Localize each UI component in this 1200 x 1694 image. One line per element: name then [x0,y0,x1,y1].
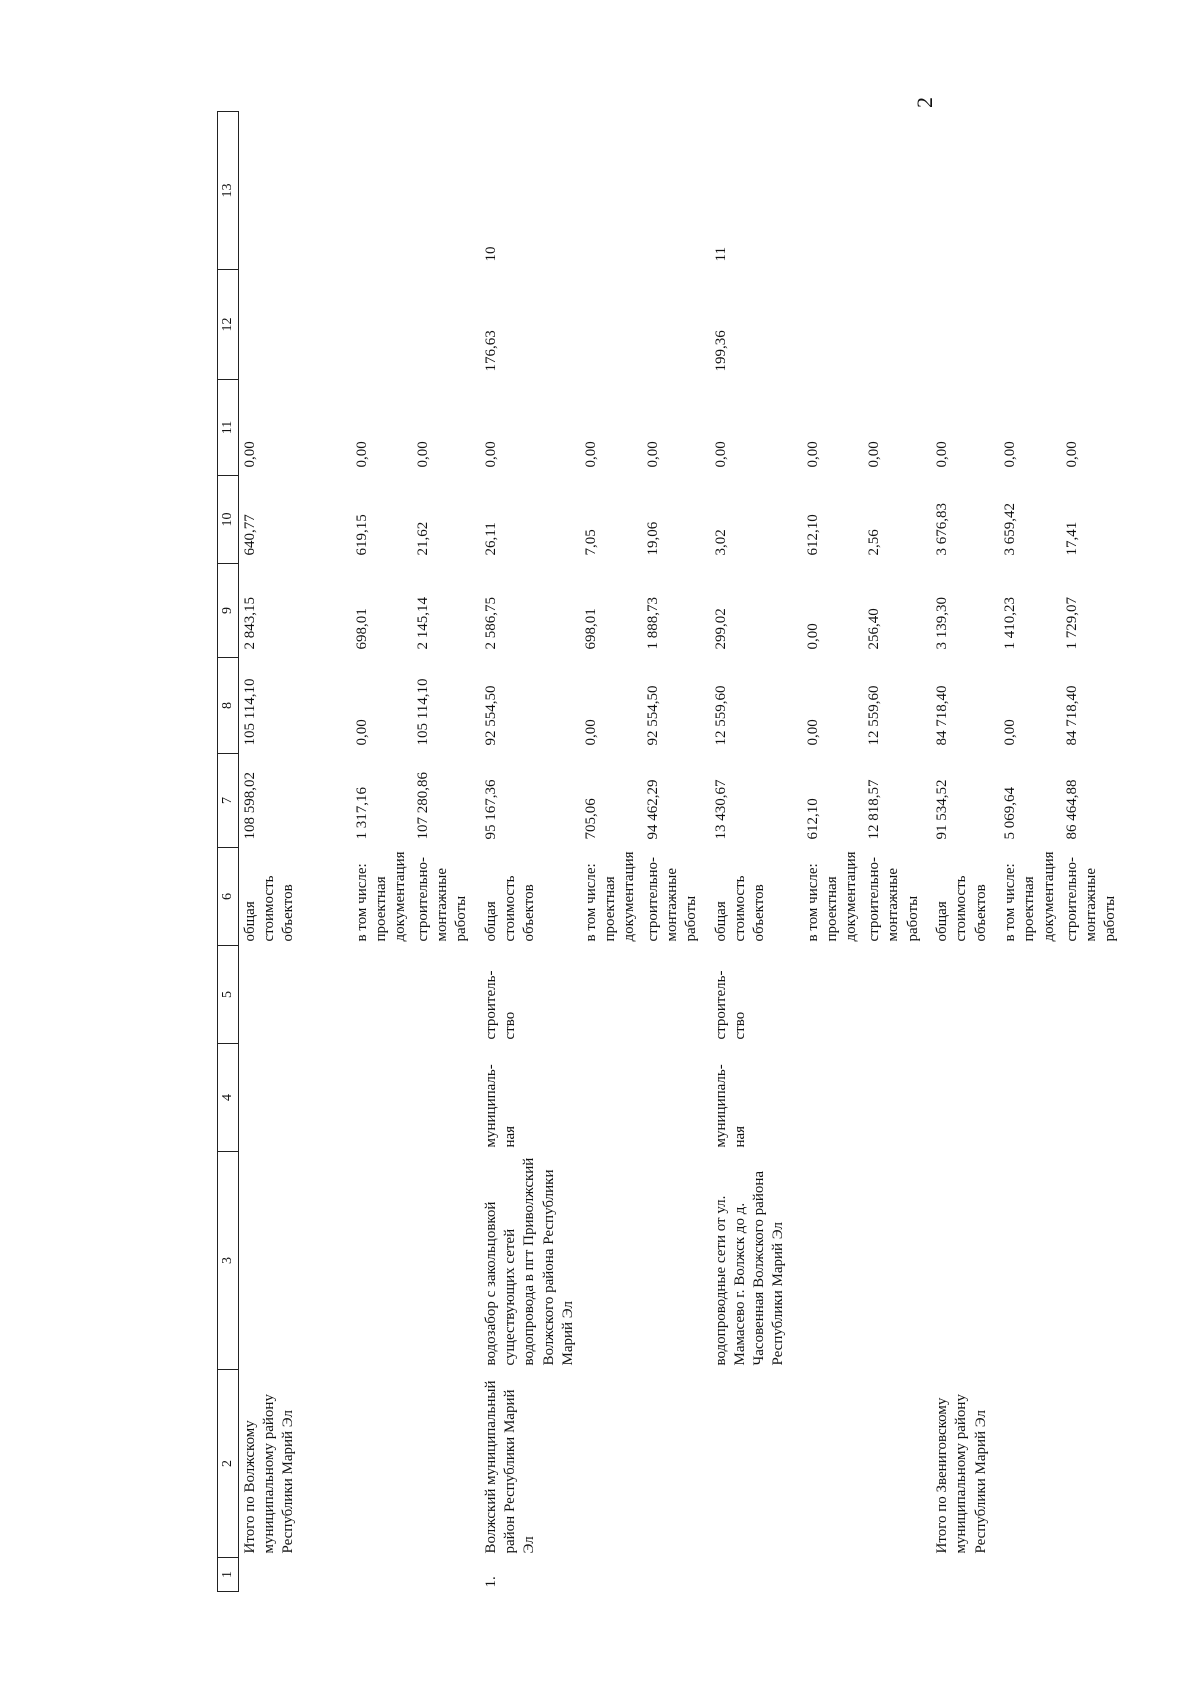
value-cell [863,270,931,380]
ownership-cell [1061,1044,1129,1152]
work-type-cell [239,946,351,1044]
cost-item-cell: в том числе: проектная документация [1002,851,1057,942]
value-cell: 2 586,75 [483,597,500,650]
row-number [802,1558,864,1592]
table-row [351,112,413,1592]
value-cell [1061,112,1129,270]
ownership-cell [351,1044,413,1152]
column-number-header: 3 [218,1152,239,1370]
value-cell: 0,00 [712,441,729,468]
value-cell: 612,10 [804,798,821,840]
ownership-cell: муниципаль-ная [483,1064,519,1148]
value-cell [999,270,1061,380]
table-row [239,112,351,1592]
ownership-cell [412,1044,480,1152]
ownership-cell [580,1044,642,1152]
table-row [580,112,642,1592]
value-cell [412,270,480,380]
value-cell [351,112,413,270]
row-number [863,1558,931,1592]
value-cell: 84 718,40 [934,685,951,746]
value-cell: 0,00 [483,441,500,468]
cost-item-cell: общая стоимость объектов [934,875,989,942]
value-cell: 256,40 [866,608,883,650]
cost-item-cell: строительно-монтажные работы [866,857,921,942]
value-cell: 299,02 [712,608,729,650]
value-cell: 13 430,67 [712,779,729,840]
value-cell: 0,00 [583,719,599,746]
page-number: 2 [912,97,937,108]
municipality-cell [642,1370,710,1558]
column-number-header: 12 [218,270,239,380]
ownership-cell [642,1044,710,1152]
value-cell: 2 843,15 [242,597,258,650]
object-name-cell [580,1152,642,1370]
row-number [999,1558,1061,1592]
rotated-page-content [217,112,1119,1592]
work-type-cell: строитель-ство [712,970,748,1040]
municipality-cell [1061,1370,1129,1558]
value-cell: 11 [712,247,729,262]
value-cell: 95 167,36 [483,779,500,840]
value-cell: 176,63 [483,330,500,372]
work-type-cell [863,946,931,1044]
value-cell: 5 069,64 [1002,787,1019,840]
column-number-header: 11 [218,380,239,476]
municipality-cell [710,1370,802,1558]
cost-item-cell: в том числе: проектная документация [353,851,408,942]
value-cell: 107 280,86 [415,772,432,840]
municipality-cell [580,1370,642,1558]
municipality-cell [412,1370,480,1558]
value-cell: 0,00 [804,623,821,650]
value-cell: 199,36 [712,330,729,372]
ownership-cell [802,1044,864,1152]
value-cell [642,112,710,270]
cost-item-cell: в том числе: проектная документация [583,851,638,942]
value-cell: 19,06 [644,521,661,556]
cost-item-cell: в том числе: проектная документация [804,851,859,942]
value-cell [412,112,480,270]
cost-item-cell: строительно-монтажные работы [415,857,470,942]
work-type-cell [351,946,413,1044]
value-cell: 3 139,30 [934,597,951,650]
municipality-cell [999,1370,1061,1558]
value-cell: 612,10 [804,514,821,556]
municipality-cell: Итого по Волжскому муниципальному району Республики Марий Эл [242,1394,297,1554]
table-row [480,112,580,1592]
row-number [412,1558,480,1592]
work-type-cell [931,946,999,1044]
work-type-cell: строитель-ство [483,970,519,1040]
cost-item-cell: общая стоимость объектов [483,875,538,942]
value-cell: 2 145,14 [415,597,432,650]
municipality-cell: Итого по Звениговскому муниципальному району Республики Марий Эл [934,1394,989,1554]
cost-item-cell: общая стоимость объектов [712,875,767,942]
value-cell: 21,62 [415,521,432,556]
work-type-cell [580,946,642,1044]
value-cell [580,112,642,270]
column-number-header: 10 [218,476,239,564]
object-name-cell: водозабор с закольцовкой существующих сетей водопровода в пгт Приволжский Волжского района Республики Марий Эл [483,1157,576,1366]
value-cell: 92 554,50 [483,685,500,746]
work-type-cell [642,946,710,1044]
column-number-header: 6 [218,848,239,946]
cost-item-cell: общая стоимость объектов [242,875,297,942]
object-name-cell [863,1152,931,1370]
value-cell: 640,77 [242,514,258,556]
row-number [580,1558,642,1592]
column-number-header-row [218,112,239,1592]
column-number-header: 4 [218,1044,239,1152]
column-number-header: 1 [218,1558,239,1592]
object-name-cell [1061,1152,1129,1370]
ownership-cell [931,1044,999,1152]
object-name-cell [931,1152,999,1370]
object-name-cell [999,1152,1061,1370]
value-cell: 1 410,23 [1002,597,1019,650]
value-cell: 3 676,83 [934,503,951,556]
value-cell: 12 818,57 [866,779,883,840]
value-cell: 17,41 [1063,521,1080,556]
table-row [863,112,931,1592]
value-cell: 84 718,40 [1063,685,1080,746]
object-name-cell [642,1152,710,1370]
municipality-cell: Волжский муниципальный район Республики Марий Эл [483,1380,538,1554]
value-cell: 0,00 [804,441,821,468]
municipality-cell [863,1370,931,1558]
work-type-cell [802,946,864,1044]
value-cell: 12 559,60 [712,685,729,746]
column-number-header: 13 [218,112,239,270]
value-cell: 0,00 [644,441,661,468]
row-number [710,1558,802,1592]
table-row [931,112,999,1592]
column-number-header: 5 [218,946,239,1044]
cost-item-cell: строительно-монтажные работы [1063,857,1119,942]
table-row [999,112,1061,1592]
value-cell [802,270,864,380]
value-cell: 3,02 [712,529,729,556]
value-cell [931,112,999,270]
column-number-header: 9 [218,564,239,658]
value-cell: 698,01 [353,608,370,650]
value-cell: 0,00 [866,441,883,468]
row-number [642,1558,710,1592]
value-cell: 7,05 [583,529,599,556]
work-type-cell [412,946,480,1044]
object-name-cell [351,1152,413,1370]
value-cell: 0,00 [242,441,258,468]
value-cell: 92 554,50 [644,685,661,746]
ownership-cell [999,1044,1061,1152]
table-row [802,112,864,1592]
object-name-cell [802,1152,864,1370]
value-cell [642,270,710,380]
object-name-cell [412,1152,480,1370]
value-cell [239,270,351,380]
value-cell [931,270,999,380]
value-cell [1061,270,1129,380]
value-cell: 105 114,10 [242,678,258,746]
table-row [642,112,710,1592]
municipality-cell [802,1370,864,1558]
value-cell: 94 462,29 [644,779,661,840]
value-cell: 0,00 [1002,441,1019,468]
ownership-cell [863,1044,931,1152]
value-cell: 0,00 [1002,719,1019,746]
value-cell: 705,06 [583,798,599,840]
value-cell [580,270,642,380]
value-cell [802,112,864,270]
investment-table [217,111,1129,1592]
value-cell: 2,56 [866,529,883,556]
value-cell: 1 729,07 [1063,597,1080,650]
value-cell: 10 [483,246,500,262]
work-type-cell [999,946,1061,1044]
value-cell: 3 659,42 [1002,503,1019,556]
ownership-cell: муниципаль-ная [712,1064,748,1148]
column-number-header: 7 [218,754,239,848]
table-row [1061,112,1129,1592]
value-cell: 0,00 [1063,441,1080,468]
row-number [351,1558,413,1592]
value-cell [999,112,1061,270]
value-cell: 0,00 [353,441,370,468]
value-cell: 619,15 [353,514,370,556]
value-cell: 12 559,60 [866,685,883,746]
value-cell: 0,00 [583,441,599,468]
column-number-header: 2 [218,1370,239,1558]
table-row [412,112,480,1592]
work-type-cell [1061,946,1129,1044]
object-name-cell: водопроводные сети от ул. Мамасево г. Волжск до д. Часовенная Волжского района Республики Марий Эл [712,1170,787,1366]
value-cell [351,270,413,380]
value-cell: 1 317,16 [353,787,370,840]
row-number [931,1558,999,1592]
row-number [1061,1558,1129,1592]
column-number-header: 8 [218,658,239,754]
row-number [239,1558,351,1592]
object-name-cell [239,1152,351,1370]
value-cell [239,112,351,270]
value-cell: 0,00 [934,441,951,468]
ownership-cell [239,1044,351,1152]
cost-item-cell: строительно-монтажные работы [644,857,699,942]
value-cell: 86 464,88 [1063,779,1080,840]
value-cell: 0,00 [415,441,432,468]
value-cell: 26,11 [483,522,500,556]
value-cell: 105 114,10 [415,678,432,746]
value-cell: 108 598,02 [242,772,258,840]
value-cell: 91 534,52 [934,779,951,840]
municipality-cell [351,1370,413,1558]
value-cell: 698,01 [583,608,599,650]
table-row [710,112,802,1592]
value-cell: 0,00 [804,719,821,746]
value-cell [863,112,931,270]
row-number: 1. [483,1576,500,1588]
value-cell: 0,00 [353,719,370,746]
value-cell: 1 888,73 [644,597,661,650]
